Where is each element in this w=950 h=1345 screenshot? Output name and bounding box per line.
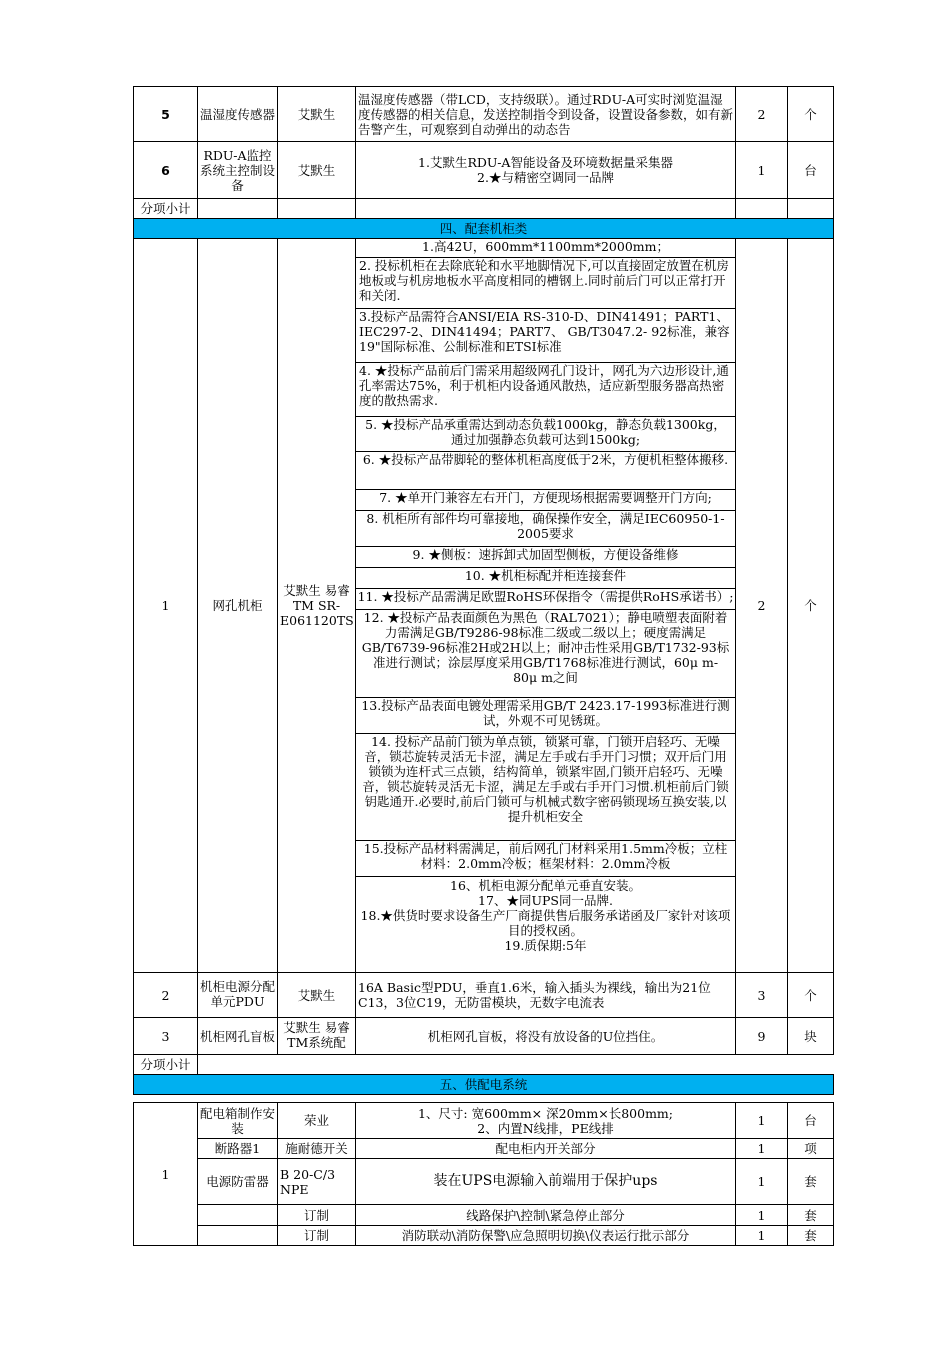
item-description: 线路保护\控制\紧急停止部分 <box>356 1205 736 1226</box>
item-unit: 块 <box>788 1018 834 1055</box>
item-brand: 荣业 <box>278 1103 356 1139</box>
item-unit: 套 <box>788 1205 834 1226</box>
section-header-row <box>134 219 834 239</box>
item-brand-text: 艾默生 易睿TM系统配 <box>283 1020 350 1050</box>
description-line: 1.艾默生RDU-A智能设备及环境数据量采集器 <box>418 155 673 170</box>
item-quantity: 1 <box>736 1205 788 1226</box>
item-name: 网孔机柜 <box>198 239 278 973</box>
item-name-text: RDU-A监控系统主控制设备 <box>200 147 275 193</box>
item-description: 装在UPS电源输入前端用于保护ups <box>356 1159 736 1205</box>
item-unit: 套 <box>788 1159 834 1205</box>
table-row <box>134 1103 834 1139</box>
empty-cell <box>278 199 356 219</box>
table-row <box>134 973 834 1018</box>
item-description: 配电柜内开关部分 <box>356 1139 736 1159</box>
item-brand <box>278 1018 356 1055</box>
item-unit: 个 <box>788 87 834 142</box>
description-text: 温湿度传感器（带LCD，支持级联）。通过RDU-A可实时浏览温湿度传感器的相关信息，发送控制指令到设备，设置设备参数，如有新告警产生，可观察到自动弹出的动态告 <box>358 91 733 137</box>
item-unit: 台 <box>788 1103 834 1139</box>
spec-item: 15.投标产品材料需满足，前后网孔门材料采用1.5mm冷板；立柱材料：2.0mm冷板；框架材料：2.0mm冷板 <box>356 841 735 877</box>
section-title: 五、供配电系统 <box>134 1075 834 1095</box>
item-brand: 艾默生 <box>278 142 356 199</box>
item-brand: 施耐德开关 <box>278 1139 356 1159</box>
empty-cell <box>788 199 834 219</box>
item-name: 断路器1 <box>198 1139 278 1159</box>
spec-item: 2. 投标机柜在去除底轮和水平地脚情况下,可以直接固定放置在机房地板或与机房地板水平高度相同的槽钢上.同时前后门可以正常打开和关闭. <box>356 258 735 309</box>
item-unit: 个 <box>788 973 834 1018</box>
empty-cell <box>736 199 788 219</box>
description-line: 2、内置N线排，PE线排 <box>477 1120 614 1136</box>
item-quantity: 1 <box>736 1159 788 1205</box>
item-brand: 艾默生 易睿TM SR-E061120TS <box>278 239 356 973</box>
item-brand: B 20-C/3 NPE <box>278 1159 356 1205</box>
item-number: 5 <box>134 87 198 142</box>
subtotal-row <box>134 199 834 219</box>
item-number: 2 <box>134 973 198 1018</box>
description-line: 2.★与精密空调同一品牌 <box>477 170 614 185</box>
item-brand: 订制 <box>278 1226 356 1246</box>
item-number: 1 <box>134 1103 198 1246</box>
item-name: 温湿度传感器 <box>198 87 278 142</box>
item-description <box>356 87 736 142</box>
item-name <box>198 1205 278 1226</box>
item-quantity: 9 <box>736 1018 788 1055</box>
item-quantity: 1 <box>736 142 788 199</box>
subtotal-label: 分项小计 <box>134 199 198 219</box>
table-row <box>134 1018 834 1055</box>
spec-item: 7. ★单开门兼容左右开门，方便现场根据需要调整开门方向; <box>356 490 735 511</box>
table-row <box>134 1205 834 1226</box>
empty-cell <box>134 1095 834 1103</box>
empty-cell <box>198 199 278 219</box>
item-description <box>356 142 736 199</box>
item-name: 机柜网孔盲板 <box>198 1018 278 1055</box>
item-description: 消防联动\消防保警\应急照明切换\仪表运行批示部分 <box>356 1226 736 1246</box>
spec-item: 10. ★机柜标配并柜连接套件 <box>356 568 735 589</box>
item-quantity: 1 <box>736 1226 788 1246</box>
item-description: 16A Basic型PDU，垂直1.6米，输入插头为裸线，输出为21位C13，3位C19，无防雷模块，无数字电流表 <box>356 973 736 1018</box>
item-quantity: 1 <box>736 1139 788 1159</box>
section-header-row <box>134 1075 834 1095</box>
spec-item: 6. ★投标产品带脚轮的整体机柜高度低于2米，方便机柜整体搬移. <box>356 452 735 490</box>
item-brand: 订制 <box>278 1205 356 1226</box>
item-number: 3 <box>134 1018 198 1055</box>
spec-item: 14. 投标产品前门锁为单点锁，锁紧可靠，门锁开启轻巧、无噪音，锁芯旋转灵活无卡涩，满足左手或右手开门习惯；双开后门用锁锁为连杆式三点锁，结构简单，锁紧牢固,门锁开启轻巧、无噪音，锁芯旋转灵活无卡涩，满足左手或右手开门习惯.机柜前后门锁钥匙通开.必要时,前后门锁可与机械式数字密码锁现场互换安装,以提升机柜安全 <box>356 734 735 841</box>
spec-item: 3.投标产品需符合ANSI/EIA RS-310-D、DIN41491；PART1、IEC297-2、DIN41494；PART7、 GB/T3047.2- 92标准，兼容19"国际标准、公制标准和ETSI标准 <box>356 309 735 363</box>
item-brand: 艾默生 <box>278 973 356 1018</box>
spacer-row <box>134 1095 834 1103</box>
item-unit: 台 <box>788 142 834 199</box>
spec-item: 5. ★投标产品承重需达到动态负载1000kg，静态负载1300kg，通过加强静态负载可达到1500kg; <box>356 417 735 452</box>
item-unit: 项 <box>788 1139 834 1159</box>
spec-list <box>356 239 736 973</box>
item-number: 1 <box>134 239 198 973</box>
spec-item: 12. ★投标产品表面颜色为黑色（RAL7021）；静电喷塑表面附着力需满足GB/T9286-98标准二级或二级以上；硬度需满足GB/T6739-96标准2H或2H以上；耐冲击性采用GB/T1732-93标准进行测试；涂层厚度采用GB/T1768标准进行测试，60μ m- 80μ m之间 <box>356 610 735 698</box>
spec-item: 9. ★侧板：速拆卸式加固型侧板，方便设备维修 <box>356 547 735 568</box>
section-title: 四、配套机柜类 <box>134 219 834 239</box>
spec-item: 8. 机柜所有部件均可靠接地，确保操作安全，满足IEC60950-1-2005要求 <box>356 511 735 547</box>
spec-item: 4. ★投标产品前后门需采用超级网孔门设计，网孔为六边形设计,通孔率需达75%，利于机柜内设备通风散热，适应新型服务器高热密度的散热需求. <box>356 363 735 417</box>
subtotal-row <box>134 1055 834 1075</box>
item-quantity: 2 <box>736 239 788 973</box>
description-line: 1、尺寸: 宽600mm× 深20mm×长800mm; <box>417 1105 673 1121</box>
spec-item: 11. ★投标产品需满足欧盟RoHS环保指令（需提供RoHS承诺书）; <box>356 589 735 610</box>
item-description: 机柜网孔盲板，将没有放设备的U位挡住。 <box>356 1018 736 1055</box>
item-unit: 套 <box>788 1226 834 1246</box>
item-quantity: 1 <box>736 1103 788 1139</box>
table-row <box>134 142 834 199</box>
item-quantity: 2 <box>736 87 788 142</box>
table-row <box>134 239 834 973</box>
spec-item: 16、机柜电源分配单元垂直安装。 17、★同UPS同一品牌. 18.★供货时要求设备生产厂商提供售后服务承诺函及厂家针对该项目的授权函。 19.质保期:5年 <box>360 878 731 953</box>
item-name <box>198 1226 278 1246</box>
item-name <box>198 973 278 1018</box>
item-name: 电源防雷器 <box>198 1159 278 1205</box>
table-row <box>134 1159 834 1205</box>
empty-cell <box>356 199 736 219</box>
item-name-text: 机柜电源分配单元PDU <box>200 979 275 1009</box>
equipment-table <box>133 86 834 1246</box>
table-row <box>134 87 834 142</box>
item-name <box>198 142 278 199</box>
item-description <box>356 1103 736 1139</box>
item-name: 配电箱制作安装 <box>198 1103 278 1139</box>
spec-item: 1.高42U，600mm*1100mm*2000mm； <box>356 239 735 258</box>
table-row <box>134 1226 834 1246</box>
item-number: 6 <box>134 142 198 199</box>
item-unit: 个 <box>788 239 834 973</box>
item-quantity: 3 <box>736 973 788 1018</box>
spec-item: 13.投标产品表面电镀处理需采用GB/T 2423.17-1993标准进行测试，外观不可见锈斑。 <box>356 698 735 734</box>
empty-cell <box>198 1055 834 1075</box>
table-row <box>134 1139 834 1159</box>
item-brand: 艾默生 <box>278 87 356 142</box>
subtotal-label: 分项小计 <box>134 1055 198 1075</box>
